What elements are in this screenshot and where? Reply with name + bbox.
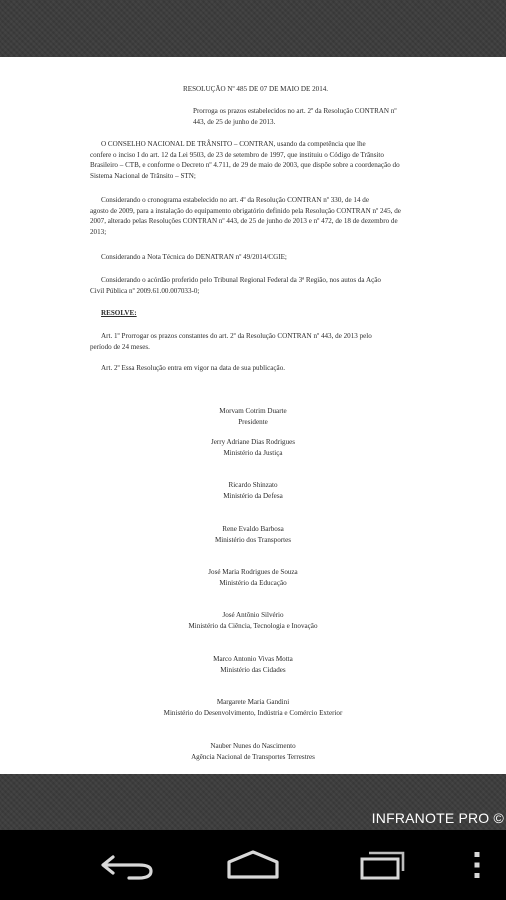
- considering-paragraph: [90, 275, 477, 296]
- signature-block: [0, 610, 506, 631]
- signatory-name: Rene Evaldo Barbosa: [222, 525, 284, 533]
- signatory-name: José Maria Rodrigues de Souza: [208, 568, 298, 576]
- paragraph-line: agosto de 2009, para a instalação do equipamento obrigatório definido pela Resolução CONTRAN nº 245, de: [90, 206, 401, 215]
- signature-block: [0, 480, 506, 501]
- signatory-role: Agência Nacional de Transportes Terrestres: [191, 752, 315, 761]
- signatory-name: José Antônio Silvério: [222, 611, 284, 619]
- paragraph-line: O CONSELHO NACIONAL DE TRÂNSITO – CONTRAN, usando da competência que lhe: [101, 140, 366, 148]
- signatory-name: Jerry Adriane Dias Rodrigues: [210, 438, 296, 446]
- signatory-role: Ministério do Desenvolvimento, Indústria e Comércio Exterior: [163, 708, 343, 717]
- signatory-role: Ministério da Defesa: [223, 491, 283, 500]
- signatory-role: Ministério da Ciência, Tecnologia e Inovação: [188, 621, 318, 630]
- signature-block: [0, 524, 506, 545]
- home-icon: [223, 849, 283, 881]
- signature-block: [0, 437, 506, 458]
- considering-paragraph: [90, 252, 477, 263]
- summary-line: 443, de 25 de junho de 2013.: [193, 117, 276, 126]
- resolve-heading: RESOLVE:: [101, 309, 137, 317]
- signatory-role: Presidente: [238, 417, 268, 426]
- article-line: período de 24 meses.: [90, 342, 150, 351]
- home-button[interactable]: [210, 830, 296, 900]
- recent-apps-button[interactable]: [345, 830, 421, 900]
- recent-apps-icon: [357, 849, 409, 881]
- paragraph-line: 2007, alterado pelas Resoluções CONTRAN nº 443, de 25 de junho de 2013 e nº 472, de 18 de dezembro de: [90, 217, 398, 226]
- signatory-name: Morvam Cotrim Duarte: [219, 407, 287, 415]
- signatory-role: Ministério da Educação: [219, 578, 287, 587]
- document-summary: [193, 106, 483, 127]
- paragraph-line: confere o inciso I do art. 12 da Lei 9503, de 23 de setembro de 1997, que instituiu o Código de Trânsito: [90, 150, 384, 159]
- paragraph-line: Considerando a Nota Técnica do DENATRAN nº 49/2014/CGIE;: [101, 253, 287, 261]
- paragraph-line: Brasileiro – CTB, e conforme o Decreto nº 4.711, de 29 de maio de 2003, que dispõe sobre a coordenação do: [90, 161, 400, 170]
- app-brand-label: INFRANOTE PRO ©: [371, 810, 504, 826]
- article-1: [90, 331, 477, 352]
- considering-paragraph: [90, 195, 477, 237]
- paragraph-line: Sistema Nacional de Trânsito – STN;: [90, 171, 196, 180]
- signature-block: [0, 654, 506, 675]
- signatory-name: Marco Antonio Vivas Motta: [213, 655, 293, 663]
- paragraph-line: Civil Pública nº 2009.61.00.007033-0;: [90, 286, 200, 295]
- back-button[interactable]: [88, 830, 168, 900]
- document-title: RESOLUÇÃO Nº 485 DE 07 DE MAIO DE 2014.: [183, 85, 329, 93]
- overflow-menu-button[interactable]: [464, 830, 490, 900]
- article-line: Art. 1º Prorrogar os prazos constantes do art. 2º da Resolução CONTRAN nº 443, de 2013 pelo: [101, 332, 372, 340]
- preamble-paragraph: [90, 139, 477, 181]
- overflow-menu-icon: [473, 851, 481, 879]
- bottom-textured-bar: [0, 774, 506, 830]
- signatory-name: Margarete Maria Gandini: [216, 698, 290, 706]
- signatory-role: Ministério das Cidades: [220, 665, 286, 674]
- signatory-role: Ministério da Justiça: [223, 448, 283, 457]
- system-navigation-bar: [0, 830, 506, 900]
- signature-block: [0, 567, 506, 588]
- signature-block: [0, 406, 506, 427]
- signature-block: [0, 741, 506, 762]
- signature-block: [0, 697, 506, 718]
- signatory-name: Nauber Nunes do Nascimento: [210, 742, 296, 750]
- signatory-name: Ricardo Shinzato: [228, 481, 278, 489]
- article-line: Art. 2º Essa Resolução entra em vigor na data de sua publicação.: [101, 364, 286, 372]
- paragraph-line: 2013;: [90, 227, 107, 236]
- article-2: [90, 363, 477, 374]
- signatory-role: Ministério dos Transportes: [214, 535, 292, 544]
- top-textured-bar: [0, 0, 506, 57]
- document-page[interactable]: [0, 57, 506, 774]
- paragraph-line: Considerando o cronograma estabelecido no art. 4º da Resolução CONTRAN nº 330, de 14 de: [101, 196, 369, 204]
- summary-line: Prorroga os prazos estabelecidos no art. 2º da Resolução CONTRAN nº: [193, 107, 397, 115]
- paragraph-line: Considerando o acórdão proferido pelo Tribunal Regional Federal da 3ª Região, nos autos da Ação: [101, 276, 381, 284]
- back-icon: [99, 848, 157, 882]
